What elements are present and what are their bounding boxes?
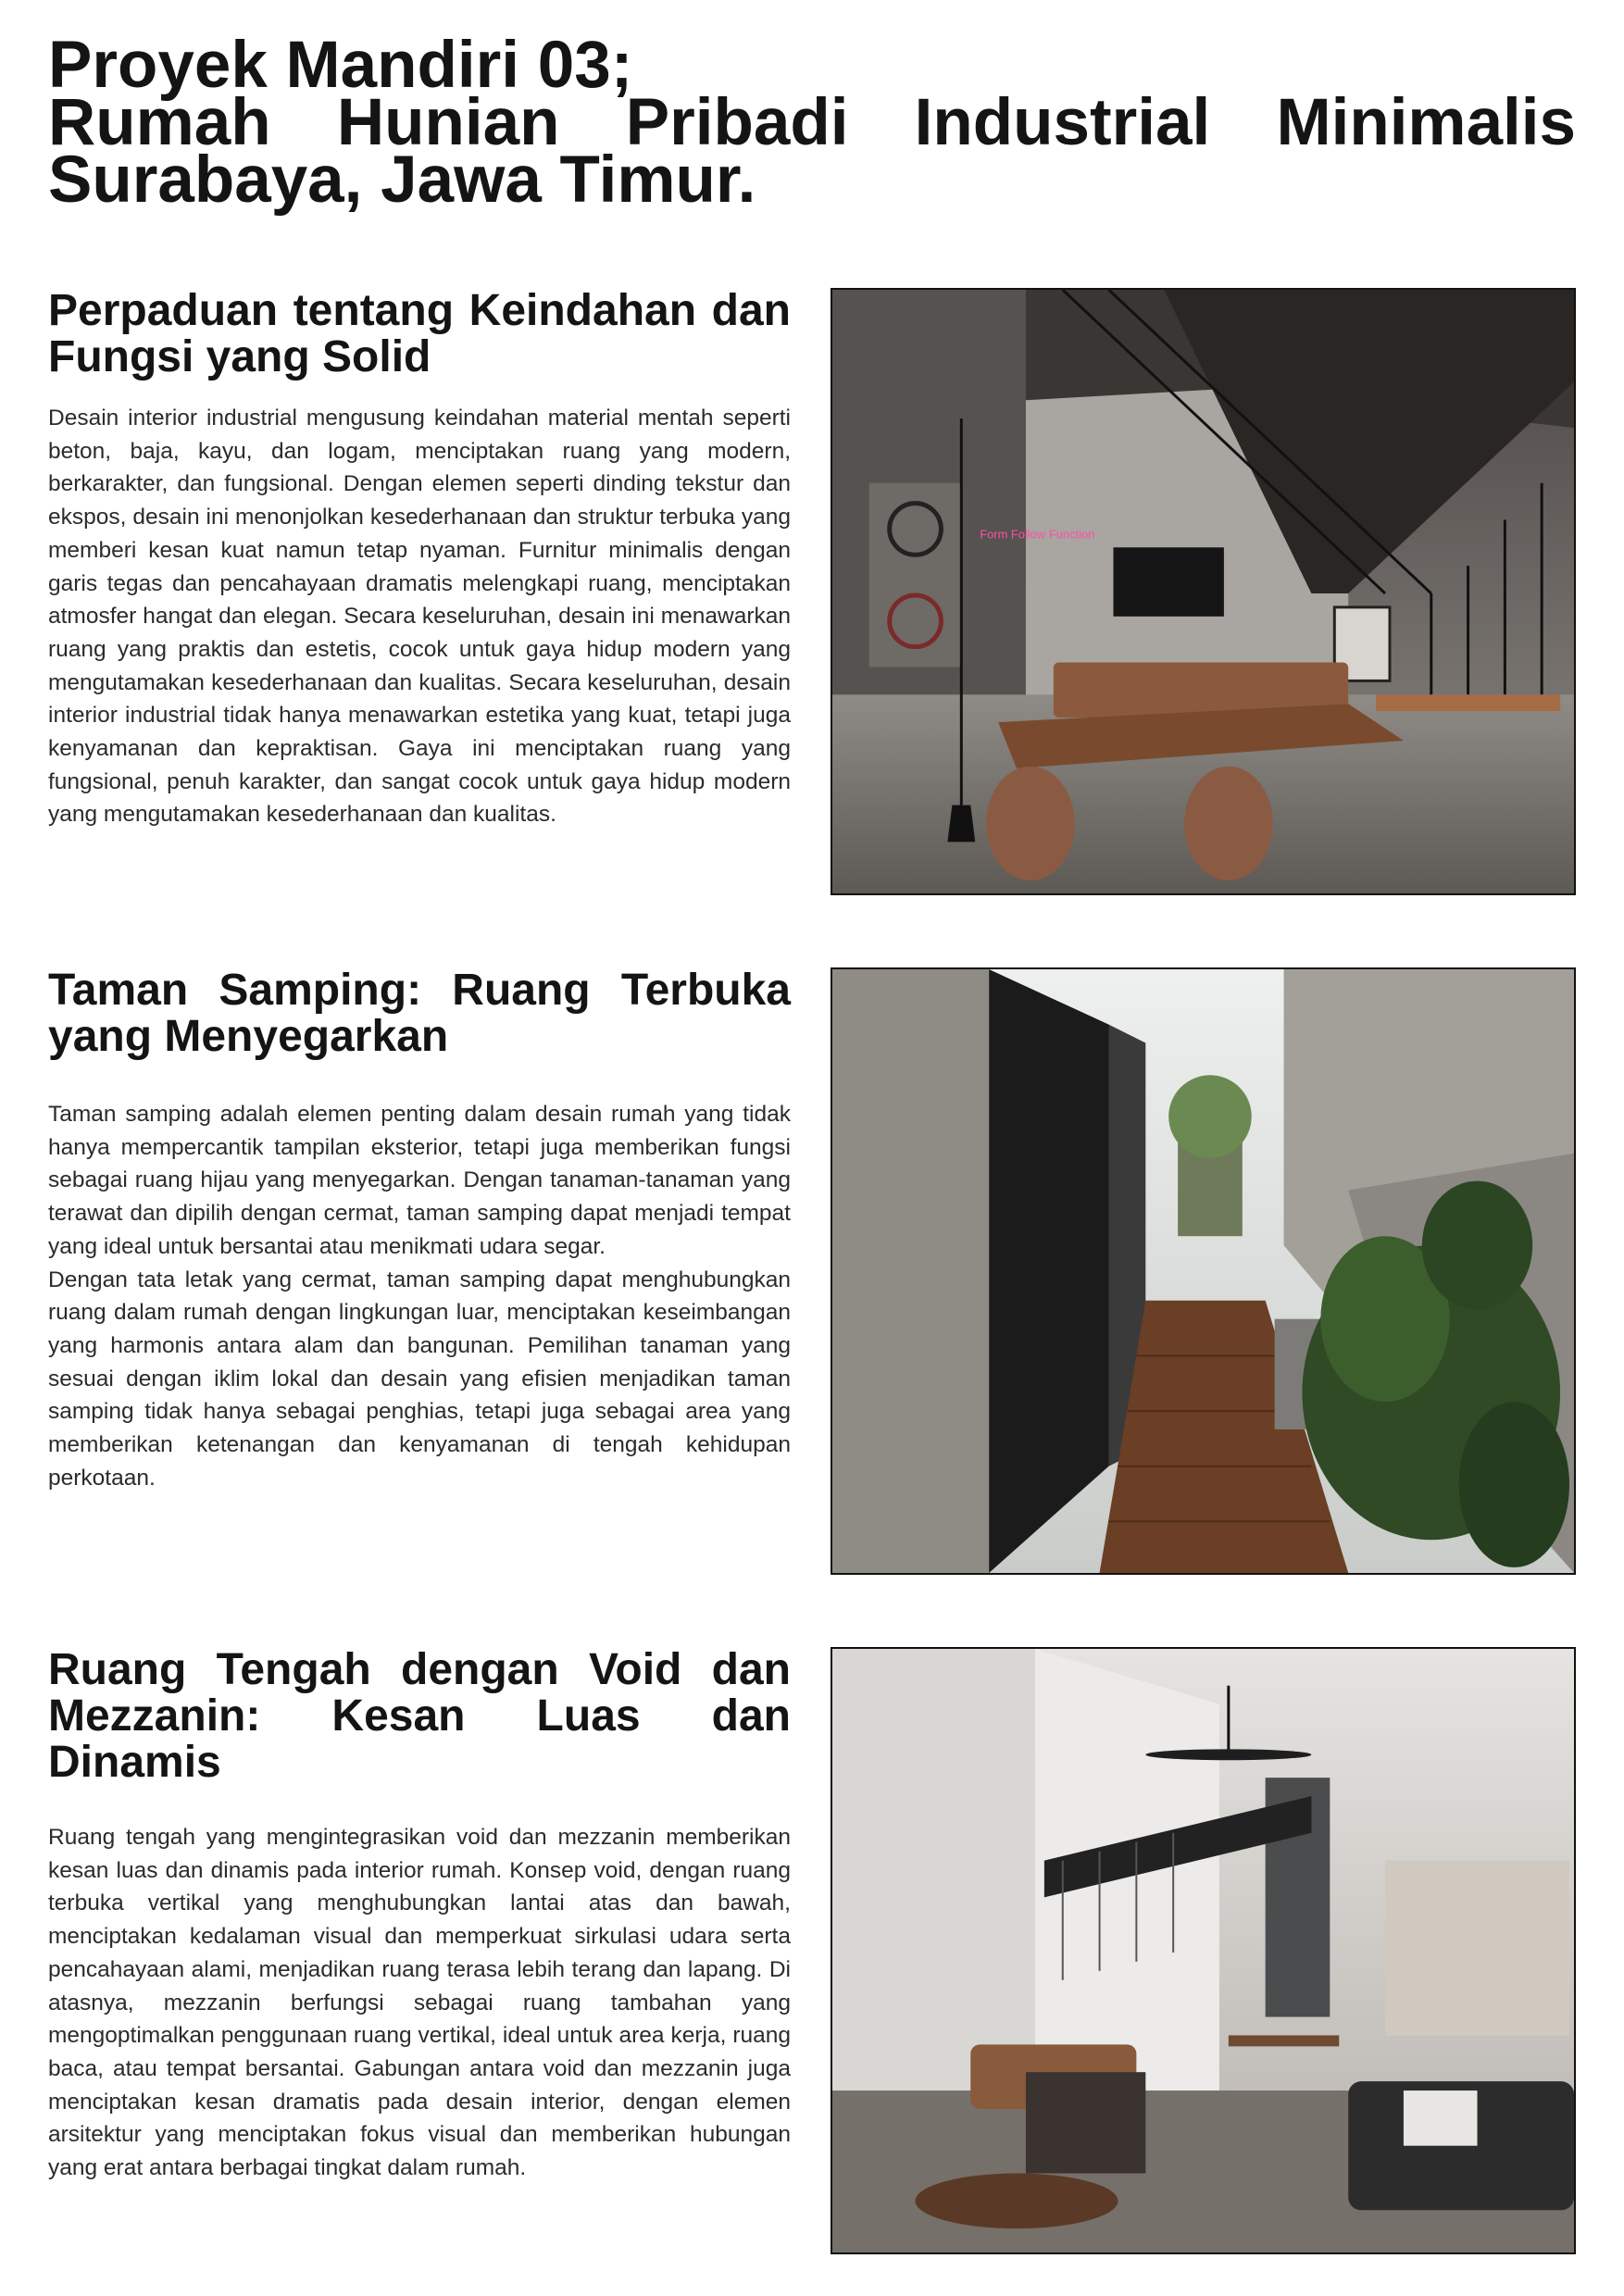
section-heading-garden: Taman Samping: Ruang Terbuka yang Menyegarkan [48, 966, 791, 1061]
living-room-render-image [831, 288, 1576, 895]
title-line-2: Rumah Hunian Pribadi Industrial Minimalis [48, 86, 1576, 159]
neon-sign-text: Form Follow Function [980, 527, 1095, 542]
paragraph: Taman samping adalah elemen penting dalam desain rumah yang tidak hanya mempercantik tampilan eksterior, tetapi juga memberikan fungsi sebagai ruang hijau yang menyegarkan. Dengan tanaman-tanaman yang terawat dan dipilih dengan cermat, taman samping dapat menjadi tempat yang ideal untuk bersantai atau menikmati udara segar. [48, 1102, 791, 1259]
side-garden-render-image [831, 967, 1576, 1575]
living-room-render [832, 290, 1574, 893]
title-line-3: Surabaya, Jawa Timur. [48, 144, 756, 217]
page-title [48, 29, 1576, 217]
section-heading-void: Ruang Tengah dengan Void dan Mezzanin: Kesan Luas dan Dinamis [48, 1645, 791, 1787]
section-body-interior [48, 402, 791, 831]
side-garden-render [832, 969, 1574, 1573]
section-heading-interior: Perpaduan tentang Keindahan dan Fungsi yang Solid [48, 286, 791, 381]
paragraph: Dengan tata letak yang cermat, taman samping dapat menghubungkan ruang dalam rumah dengan lingkungan luar, menciptakan keseimbangan yang harmonis antara alam dan bangunan. Pemilihan tanaman yang sesuai dengan iklim lokal dan desain yang efisien menjadikan taman samping tidak hanya sebagai penghias, tetapi juga sebagai area yang memberikan ketenangan dan kenyamanan di tengah kehidupan perkotaan. [48, 1267, 791, 1491]
section-body-void [48, 1821, 791, 2185]
title-line-1: Proyek Mandiri 03; [48, 29, 633, 102]
void-mezzanine-render-image [831, 1647, 1576, 2254]
void-mezzanine-render [832, 1649, 1574, 2252]
paragraph: Desain interior industrial mengusung keindahan material mentah seperti beton, baja, kayu, dan logam, menciptakan ruang yang modern, berkarakter, dan fungsional. Dengan elemen seperti dinding tekstur dan ekspos, desain ini menonjolkan kesederhanaan dan struktur terbuka yang memberi kesan kuat namun tetap nyaman. Furnitur minimalis dengan garis tegas dan pencahayaan dramatis melengkapi ruang, menciptakan atmosfer hangat dan elegan. Secara keseluruhan, desain ini menawarkan ruang yang praktis dan estetis, cocok untuk gaya hidup modern yang mengutamakan kesederhanaan dan kualitas. Secara keseluruhan, desain interior industrial tidak hanya menawarkan estetika yang kuat, tetapi juga kenyamanan dan kepraktisan. Gaya ini menciptakan ruang yang fungsional, penuh karakter, dan sangat cocok untuk gaya hidup modern yang mengutamakan kesederhanaan dan kualitas. [48, 406, 791, 828]
section-body-garden [48, 1098, 791, 1494]
paragraph: Ruang tengah yang mengintegrasikan void dan mezzanin memberikan kesan luas dan dinamis pada interior rumah. Konsep void, dengan ruang terbuka vertikal yang menghubungkan lantai atas dan bawah, menciptakan kedalaman visual dan memperkuat sirkulasi udara serta pencahayaan alami, menjadikan ruang terasa lebih terang dan lapang. Di atasnya, mezzanin berfungsi sebagai ruang tambahan yang mengoptimalkan penggunaan ruang vertikal, ideal untuk area kerja, ruang baca, atau tempat bersantai. Gabungan antara void dan mezzanin juga menciptakan kesan dramatis pada desain interior, dengan elemen arsitektur yang menciptakan fokus visual dan memberikan hubungan yang erat antara berbagai tingkat dalam rumah. [48, 1825, 791, 2181]
